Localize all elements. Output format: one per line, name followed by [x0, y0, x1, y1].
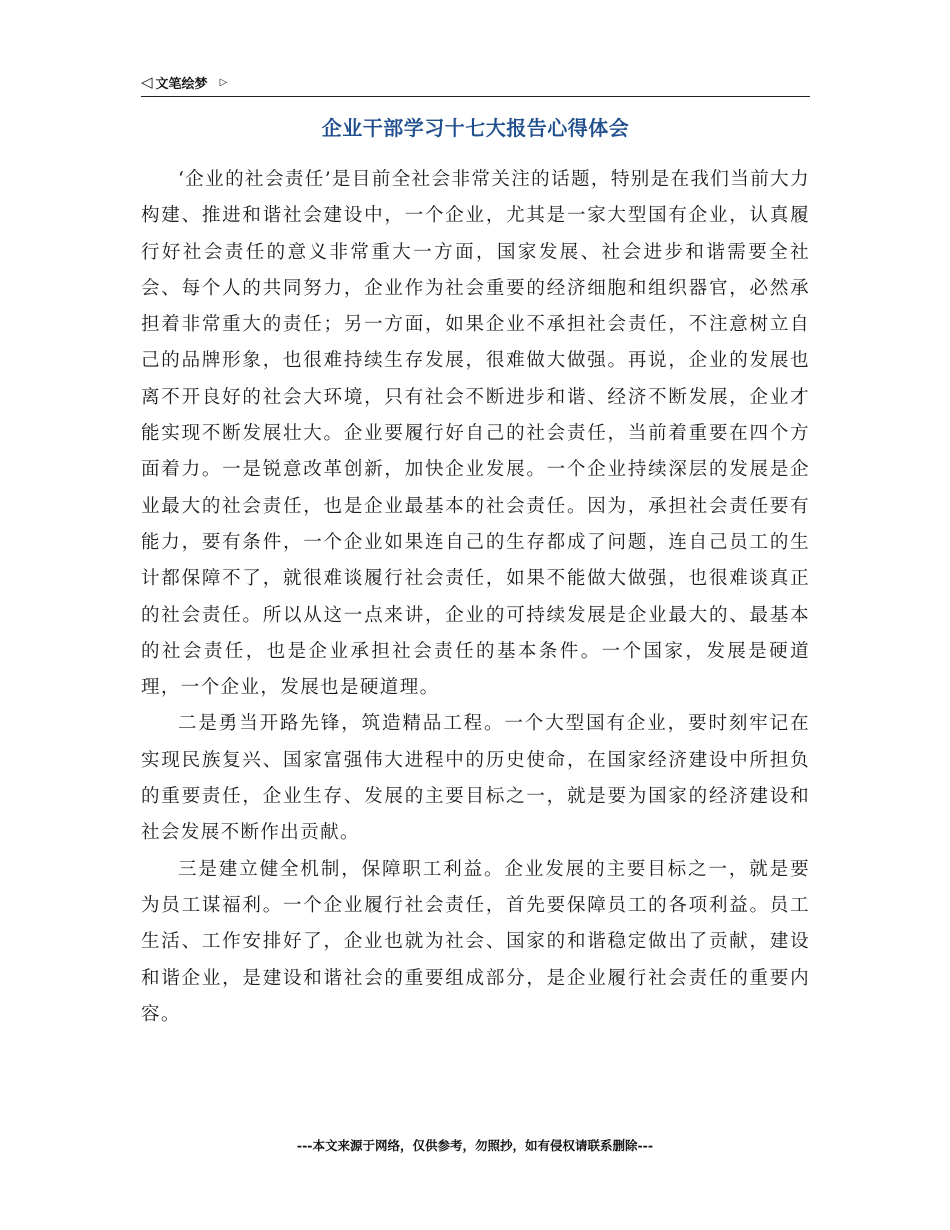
triangle-left-icon: ◁ — [141, 73, 153, 91]
brand-label: 文笔绘梦 — [155, 77, 208, 92]
paragraph: ‘企业的社会责任’是目前全社会非常关注的话题，特别是在我们当前大力构建、推进和谐社会建设中，一个企业，尤其是一家大型国有企业，认真履行好社会责任的意义非常重大一方面，国家发展、社会进步和谐需要全社会、每个人的共同努力，企业作为社会重要的经济细胞和组织器官，必然承担着非常重大的责任；另一方面，如果企业不承担社会责任，不注意树立自己的品牌形象，也很难持续生存发展，很难做大做强。再说，企业的发展也离不开良好的社会大环境，只有社会不断进步和谐、经济不断发展，企业才能实现不断发展壮大。企业要履行好自己的社会责任，当前着重要在四个方面着力。一是锐意改革创新，加快企业发展。一个企业持续深层的发展是企业最大的社会责任，也是企业最基本的社会责任。因为，承担社会责任要有能力，要有条件，一个企业如果连自己的生存都成了问题，连自己员工的生计都保障不了，就很难谈履行社会责任，如果不能做大做强，也很难谈真正的社会责任。所以从这一点来讲，企业的可持续发展是企业最大的、最基本的社会责任，也是企业承担社会责任的基本条件。一个国家，发展是硬道理，一个企业，发展也是硬道理。 — [141, 169, 810, 699]
header-brand — [141, 73, 227, 92]
document-title: 企业干部学习十七大报告心得体会 — [321, 116, 630, 140]
triangle-right-icon: ▷ — [219, 76, 228, 88]
paragraph: 二是勇当开路先锋，筑造精品工程。一个大型国有企业，要时刻牢记在实现民族复兴、国家富强伟大进程中的历史使命，在国家经济建设中所担负的重要责任，企业生存、发展的主要目标之一，就是要为国家的经济建设和社会发展不断作出贡献。 — [141, 713, 810, 844]
disclaimer-footer: ---本文来源于网络，仅供参考，勿照抄，如有侵权请联系删除--- — [296, 1138, 654, 1153]
page-header — [141, 70, 810, 97]
paragraph: 三是建立健全机制，保障职工利益。企业发展的主要目标之一，就是要为员工谋福利。一个企业履行社会责任，首先要保障员工的各项利益。员工生活、工作安排好了，企业也就为社会、国家的和谐稳定做出了贡献，建设和谐企业，是建设和谐社会的重要组成部分，是企业履行社会责任的重要内容。 — [141, 858, 810, 1025]
document-body — [141, 162, 810, 1033]
